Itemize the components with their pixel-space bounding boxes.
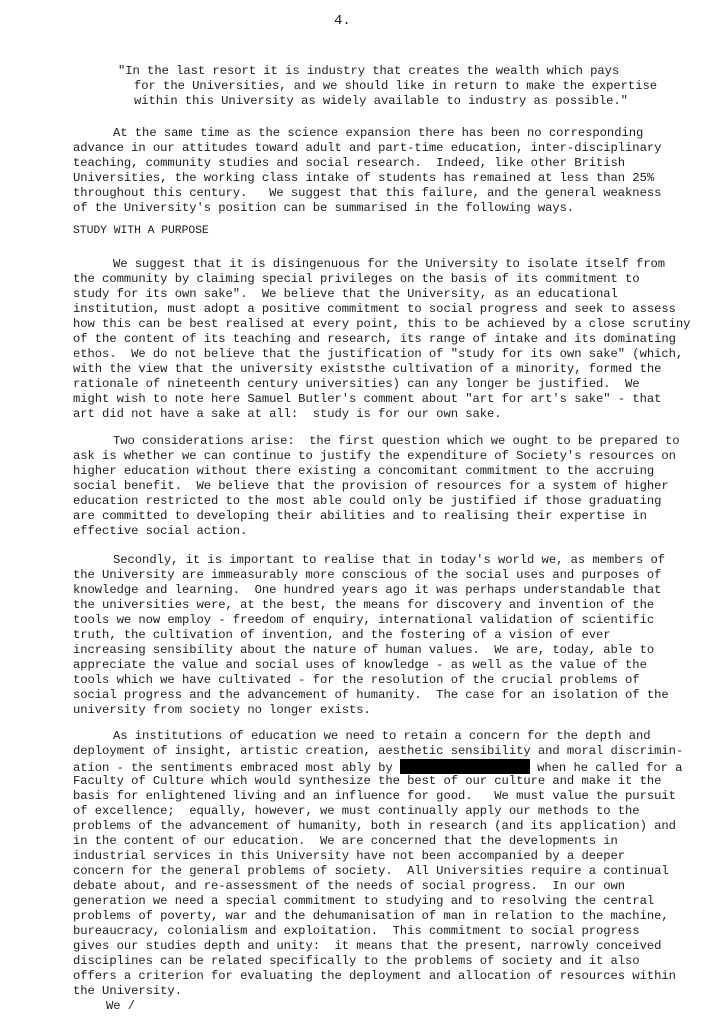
paragraph-line: appreciate the value and social uses of knowledge - as well as the value of the	[73, 658, 647, 672]
paragraph-line: education restricted to the most able could only be justified if those graduating	[73, 494, 662, 508]
paragraph-line: the community by claiming special privileges on the basis of its commitment to	[73, 272, 640, 286]
paragraph-line: debate about, and re-assessment of the needs of social progress. In our own	[73, 879, 626, 893]
redaction-after-text: when he called for a	[529, 761, 683, 775]
paragraph-line: basis for enlightened living and an influence for good. We must value the pursuit	[73, 789, 676, 803]
paragraph-line: teaching, community studies and social research. Indeed, like other British	[73, 156, 626, 170]
paragraph-line: the University are immeasurably more conscious of the social uses and purposes of	[73, 568, 662, 582]
paragraph-line: are committed to developing their abilities and to realising their expertise in	[73, 509, 647, 523]
continuation-marker: We /	[106, 999, 136, 1013]
paragraph-line: gives our studies depth and unity: it means that the present, narrowly conceived	[73, 939, 662, 953]
paragraph-line: higher education without there existing a concomitant commitment to the accruing	[73, 464, 655, 478]
paragraph-line: of the content of its teaching and research, its range of intake and its dominating	[73, 332, 676, 346]
paragraph-line: tools which we have cultivated - for the resolution of the crucial problems of	[73, 673, 640, 687]
paragraph-line: social progress and the advancement of humanity. The case for an isolation of the	[73, 688, 669, 702]
paragraph-line: industrial services in this University have not been accompanied by a deeper	[73, 849, 626, 863]
paragraph-line: concern for the general problems of society. All Universities require a continual	[73, 864, 669, 878]
paragraph-line: problems of the advancement of humanity, both in research (and its application) and	[73, 819, 676, 833]
paragraph-line: ask is whether we can continue to justify the expenditure of Society's resources on	[73, 449, 676, 463]
paragraph-line: truth, the cultivation of invention, and the fostering of a vision of ever	[73, 628, 611, 642]
paragraph-line: Two considerations arise: the first question which we ought to be prepared to	[113, 434, 680, 448]
quote-line: within this University as widely available to industry as possible."	[134, 94, 628, 108]
paragraph-line: institution, must adopt a positive commitment to social progress and seek to assess	[73, 302, 676, 316]
quote-line: for the Universities, and we should like in return to make the expertise	[134, 79, 657, 93]
paragraph-line: bureaucracy, colonialism and exploitation. This commitment to social progress	[73, 924, 640, 938]
paragraph-line: effective social action.	[73, 524, 248, 538]
quote-line: "In the last resort it is industry that creates the wealth which pays	[118, 64, 620, 78]
paragraph-line: As institutions of education we need to retain a concern for the depth and	[113, 729, 651, 743]
paragraph-line: in the content of our education. We are concerned that the developments in	[73, 834, 618, 848]
paragraph-line: the universities were, at the best, the means for discovery and invention of the	[73, 598, 655, 612]
paragraph-line: Faculty of Culture which would synthesize the best of our culture and make it the	[73, 774, 662, 788]
paragraph-line: increasing sensibility about the nature of human values. We are, today, able to	[73, 643, 655, 657]
paragraph-line: rationale of nineteenth century universities) can any longer be justified. We	[73, 377, 640, 391]
paragraph-line: disciplines can be related specifically to the problems of society and it also	[73, 954, 640, 968]
paragraph-line: throughout this century. We suggest that this failure, and the general weakness	[73, 186, 662, 200]
paragraph-line: of excellence; equally, however, we must continually apply our methods to the	[73, 804, 640, 818]
paragraph-line: deployment of insight, artistic creation, aesthetic sensibility and moral discrimin-	[73, 744, 684, 758]
redaction-bar	[400, 759, 530, 774]
paragraph-line: We suggest that it is disingenuous for the University to isolate itself from	[113, 257, 666, 271]
paragraph-line: At the same time as the science expansion there has been no corresponding	[113, 126, 644, 140]
paragraph-line: art did not have a sake at all: study is for our own sake.	[73, 407, 502, 421]
paragraph-line: knowledge and learning. One hundred years ago it was perhaps understandable that	[73, 583, 662, 597]
redaction-before-text: ation - the sentiments embraced most ably by	[73, 761, 400, 775]
paragraph-line: might wish to note here Samuel Butler's comment about "art for art's sake" - that	[73, 392, 662, 406]
section-heading: STUDY WITH A PURPOSE	[73, 225, 209, 237]
paragraph-line: ethos. We do not believe that the justification of "study for its own sake" (which,	[73, 347, 684, 361]
paragraph-line: how this can be best realised at every point, this to be achieved by a close scrutiny	[73, 317, 691, 331]
paragraph-line: with the view that the university existsthe cultivation of a minority, formed the	[73, 362, 662, 376]
paragraph-line: tools we now employ - freedom of enquiry, international validation of scientific	[73, 613, 655, 627]
page-number: 4.	[334, 13, 351, 29]
paragraph-line: Universities, the working class intake of students has remained at less than 25%	[73, 171, 655, 185]
paragraph-line: problems of poverty, war and the dehumanisation of man in relation to the machine,	[73, 909, 669, 923]
paragraph-line: university from society no longer exists.	[73, 703, 371, 717]
paragraph-line: Secondly, it is important to realise that in today's world we, as members of	[113, 553, 666, 567]
paragraph-line: social benefit. We believe that the provision of resources for a system of higher	[73, 479, 669, 493]
paragraph-line: offers a criterion for evaluating the deployment and allocation of resources within	[73, 969, 676, 983]
paragraph-line: study for its own sake". We believe that the University, as an educational	[73, 287, 618, 301]
paragraph-line: generation we need a special commitment to studying and to resolving the central	[73, 894, 655, 908]
paragraph-line: the University.	[73, 984, 182, 998]
paragraph-line: of the University's position can be summarised in the following ways.	[73, 201, 575, 215]
paragraph-line: advance in our attitudes toward adult and part-time education, inter-disciplinary	[73, 141, 662, 155]
